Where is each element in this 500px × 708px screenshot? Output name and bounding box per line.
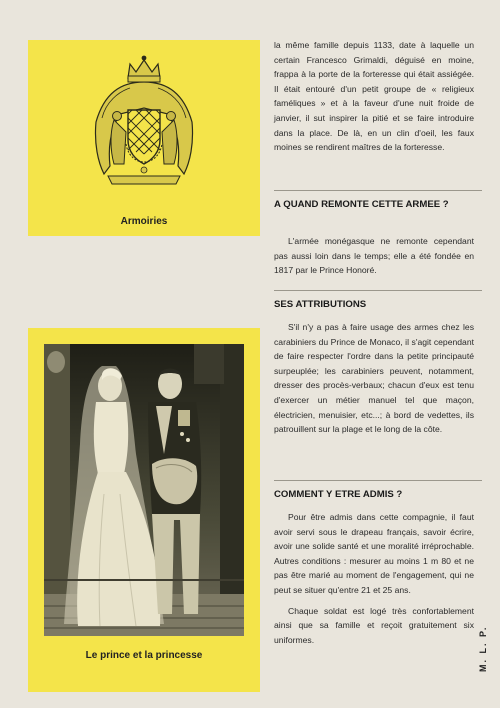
paragraph-admission: Pour être admis dans cette compagnie, il faut avoir servi sous le drapeau français, savoir écrire, avoir une solide santé et une moralité irréprochable. Autres conditions : mesurer au moins 1 m 80 et ne pas être marié au moment de l'engagement, qui ne peut se situer qu'entre 21 et 25 ans. bbox=[274, 512, 474, 595]
photo-panel bbox=[28, 328, 260, 692]
intro-paragraph-block bbox=[274, 38, 474, 155]
section-heading-duties: SES ATTRIBUTIONS bbox=[274, 299, 367, 310]
wedding-photo-illustration bbox=[44, 344, 244, 636]
section-heading-admission: COMMENT Y ETRE ADMIS ? bbox=[274, 489, 403, 500]
coat-of-arms-caption: Armoiries bbox=[120, 216, 168, 227]
section-body-admission bbox=[274, 510, 474, 647]
section-body-history bbox=[274, 234, 474, 278]
paragraph-history: L'armée monégasque ne remonte cependant pas aussi loin dans le temps; elle a été fondée en 1817 par le Prince Honoré. bbox=[274, 236, 474, 276]
royal-wedding-photo bbox=[44, 344, 244, 636]
section-body-duties bbox=[274, 320, 474, 437]
paragraph-duties: S'il n'y a pas à faire usage des armes chez les carabiniers du Prince de Monaco, il s'agit cependant de faire respecter l'ordre dans la petite principauté surpeuplée; les carabiniers peuvent, notamment, dresser des procès-verbaux; chacun d'eux est tenu d'exercer un métier manuel tel que maçon, électricien, menuisier, etc...; à bord de vedettes, ils patrouillent sur la plage et le long de la côte. bbox=[274, 322, 474, 435]
section-divider bbox=[274, 190, 482, 191]
paragraph-lodging: Chaque soldat est logé très confortablement ainsi que sa famille et reçoit gratuitement six uniformes. bbox=[274, 605, 474, 645]
author-initials: M. L. P. bbox=[478, 625, 488, 672]
section-divider bbox=[274, 480, 482, 481]
coat-of-arms-panel bbox=[28, 40, 260, 236]
coat-of-arms-icon bbox=[90, 52, 198, 190]
photo-caption: Le prince et la princesse bbox=[85, 650, 203, 661]
section-divider bbox=[274, 290, 482, 291]
section-heading-history: A QUAND REMONTE CETTE ARMEE ? bbox=[274, 199, 449, 210]
intro-paragraph: la même famille depuis 1133, date à laquelle un certain Francesco Grimaldi, déguisé en moine, frappa à la porte de la forteresse qui était assiégée. Il était entouré d'un petit groupe de « religieux faméliques » et à la faveur d'une nuit froide de janvier, il sut inspirer la pitié et se faire introduire dans la place. De là, en un clin d'oeil, les faux moines se rendirent maîtres de la forteresse. bbox=[274, 40, 474, 153]
